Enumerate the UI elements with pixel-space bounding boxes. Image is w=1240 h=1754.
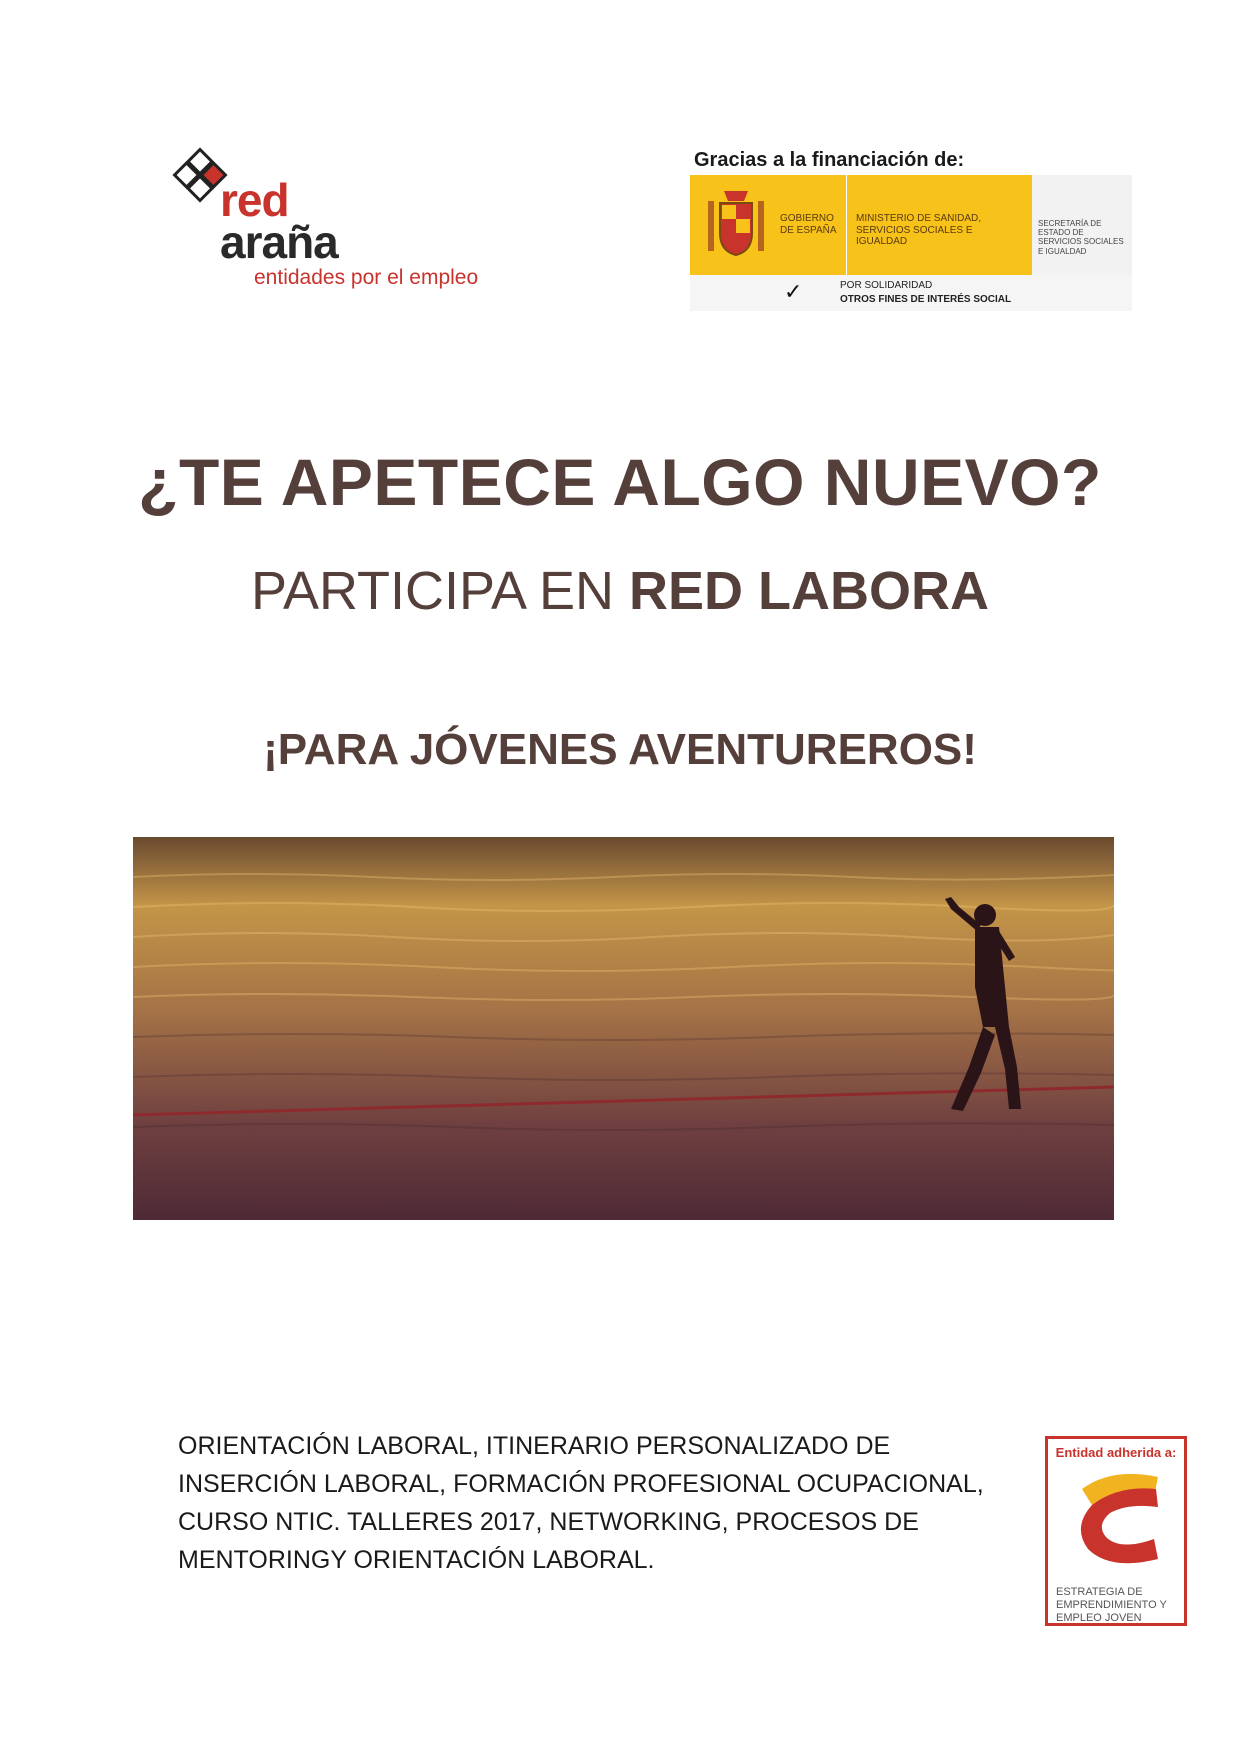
badge-line1: ESTRATEGIA DE [1056, 1586, 1143, 1598]
strategy-emblem-icon [1062, 1467, 1172, 1583]
badge-line3: EMPLEO JOVEN [1056, 1612, 1142, 1624]
secretary-label: SECRETARÍA DE ESTADO DE SERVICIOS SOCIALES E IGUALDAD [1038, 219, 1124, 256]
solidarity-line1: POR SOLIDARIDAD [840, 280, 933, 291]
coat-of-arms-icon [704, 187, 768, 265]
logo-tagline: entidades por el empleo [254, 266, 479, 289]
checkmark-icon: ✓ [784, 279, 803, 304]
slackliner-silhouette-image [133, 837, 1114, 1220]
audience-heading: ¡PARA JÓVENES AVENTUREROS! [263, 725, 977, 774]
headline: ¿TE APETECE ALGO NUEVO? [138, 445, 1102, 519]
funding-label: Gracias a la financiación de: [694, 149, 965, 171]
gov-spain-label: GOBIERNO DE ESPAÑA [780, 213, 837, 236]
subheadline-program: RED LABORA [629, 561, 990, 621]
logo-name-line1: red [220, 174, 289, 226]
badge-line2: EMPRENDIMIENTO Y [1056, 1599, 1167, 1611]
subheadline [0, 560, 1240, 622]
subheadline-prefix: PARTICIPA EN [250, 561, 630, 621]
red-arana-logo [172, 145, 532, 305]
badge-title: Entidad adherida a: [1055, 1445, 1177, 1460]
services-paragraph: ORIENTACIÓN LABORAL, ITINERARIO PERSONALIZADO DE INSERCIÓN LABORAL, FORMACIÓN PROFESIONAL OCUPACIONAL, CURSO NTIC. TALLERES 2017, NETWORKING, PROCESOS DE MENTORINGY ORIENTACIÓN LABORAL. [178, 1432, 984, 1574]
youth-employment-strategy-badge [1045, 1436, 1187, 1626]
ministry-label: MINISTERIO DE SANIDAD, SERVICIOS SOCIALES E IGUALDAD [856, 213, 982, 247]
gov-separator [846, 175, 847, 275]
solidarity-line2: OTROS FINES DE INTERÉS SOCIAL [840, 294, 1012, 305]
logo-name-line2: araña [220, 216, 338, 268]
slackline-photo [133, 837, 1114, 1220]
government-funding-logo [690, 175, 1132, 311]
